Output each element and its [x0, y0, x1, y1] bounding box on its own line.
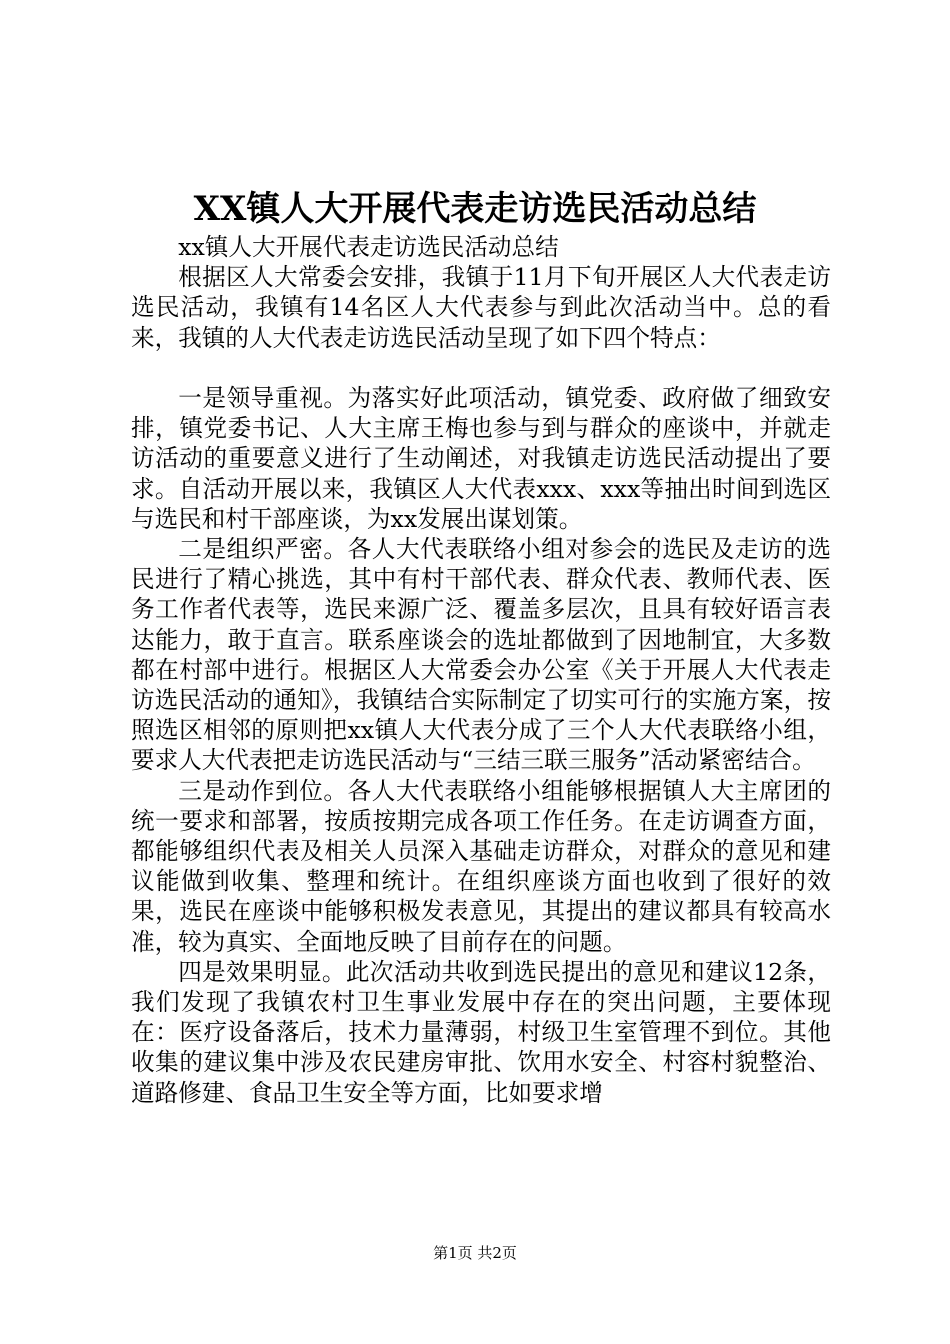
- paragraph-1: 一是领导重视。为落实好此项活动，镇党委、政府做了细致安排，镇党委书记、人大主席王梅也参与到与群众的座谈中，并就走访活动的重要意义进行了生动阐述，对我镇走访选民活动提出了要求。自活动开展以来，我镇区人大代表xxx、xxx等抽出时间到选区与选民和村干部座谈，为xx发展出谋划策。: [131, 384, 831, 533]
- blank-line: [131, 353, 831, 383]
- document-body: [131, 232, 831, 1108]
- paragraph-4: 四是效果明显。此次活动共收到选民提出的意见和建议12条，我们发现了我镇农村卫生事业发展中存在的突出问题，主要体现在：医疗设备落后，技术力量薄弱，村级卫生室管理不到位。其他收集的建议集中涉及农民建房审批、饮用水安全、村容村貌整治、道路修建、食品卫生安全等方面，比如要求增: [131, 957, 831, 1107]
- subtitle-line: xx镇人大开展代表走访选民活动总结: [178, 233, 559, 261]
- paragraph-3: 三是动作到位。各人大代表联络小组能够根据镇人大主席团的统一要求和部署，按质按期完成各项工作任务。在走访调查方面，都能够组织代表及相关人员深入基础走访群众，对群众的意见和建议能做到收集、整理和统计。在组织座谈方面也收到了很好的效果，选民在座谈中能够积极发表意见，其提出的建议都具有较高水准，较为真实、全面地反映了目前存在的问题。: [131, 776, 831, 956]
- paragraph-intro: 根据区人大常委会安排，我镇于11月下旬开展区人大代表走访选民活动，我镇有14名区人大代表参与到此次活动当中。总的看来，我镇的人大代表走访选民活动呈现了如下四个特点：: [131, 263, 831, 352]
- document-title: XX镇人大开展代表走访选民活动总结: [193, 189, 757, 229]
- page-number-footer: 第1页 共2页: [433, 1244, 517, 1262]
- paragraph-2: 二是组织严密。各人大代表联络小组对参会的选民及走访的选民进行了精心挑选，其中有村干部代表、群众代表、教师代表、医务工作者代表等，选民来源广泛、覆盖多层次，且具有较好语言表达能力，敢于直言。联系座谈会的选址都做到了因地制宜，大多数都在村部中进行。根据区人大常委会办公室《关于开展人大代表走访选民活动的通知》，我镇结合实际制定了切实可行的实施方案，按照选区相邻的原则把xx镇人大代表分成了三个人大代表联络小组，要求人大代表把走访选民活动与“三结三联三服务”活动紧密结合。: [131, 535, 831, 775]
